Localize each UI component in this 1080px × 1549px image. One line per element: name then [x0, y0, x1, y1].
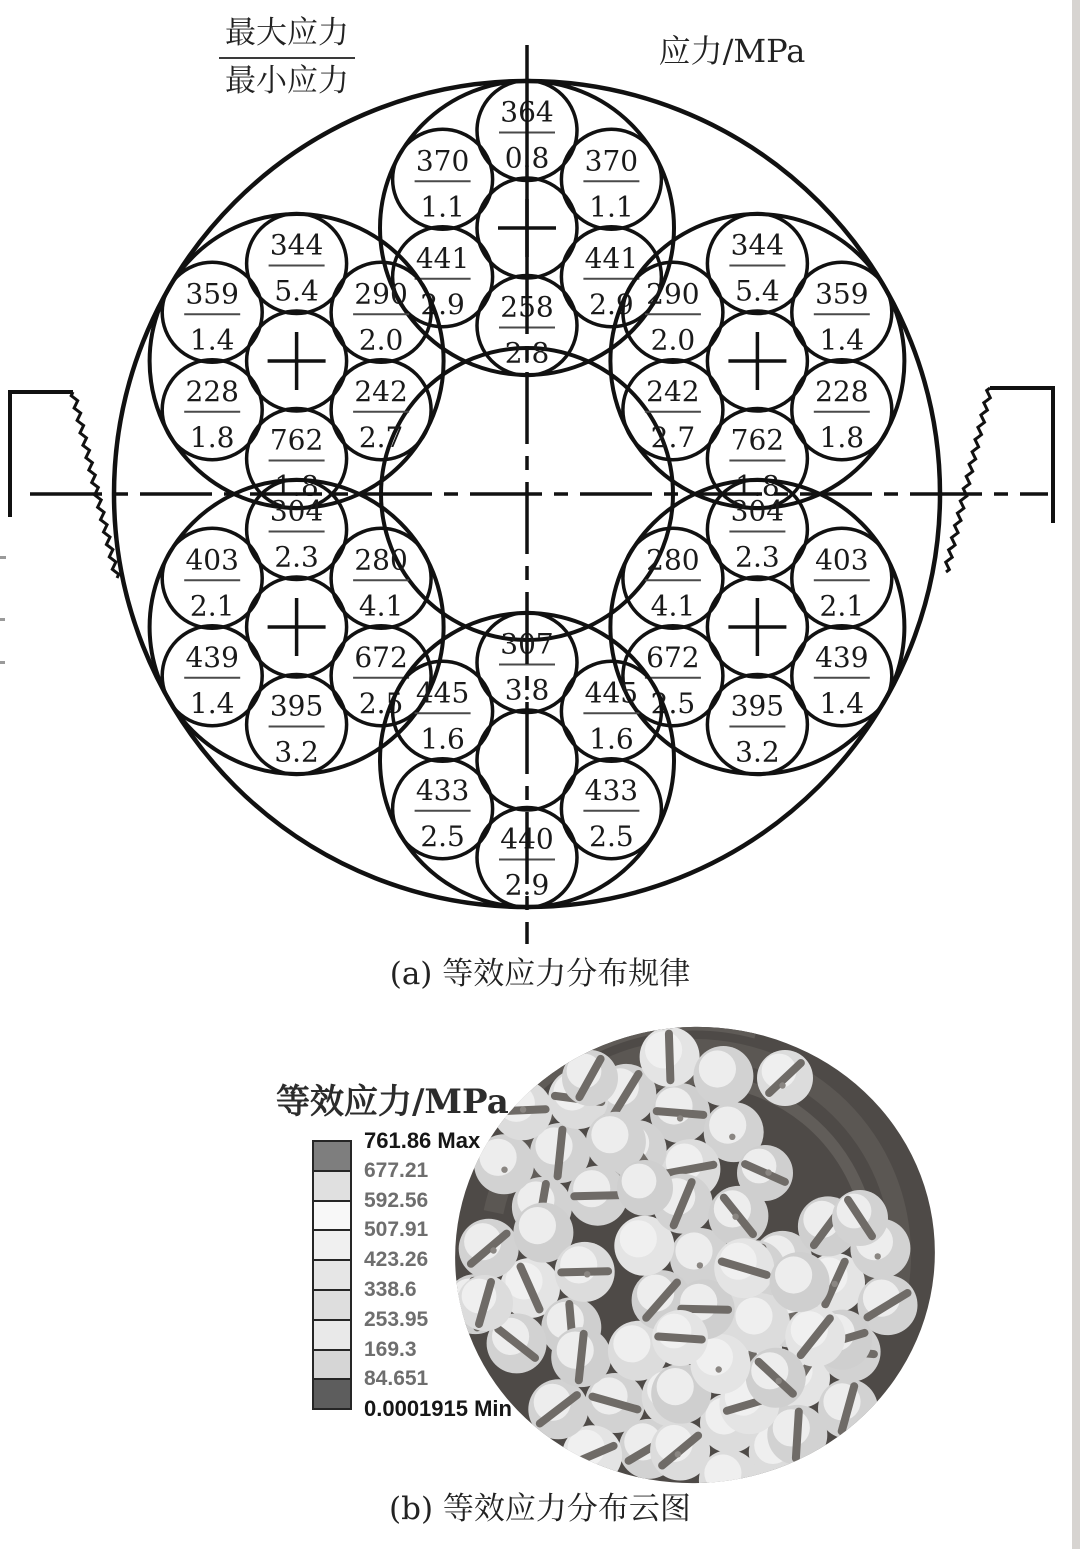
wire-min-stress: 2.3	[735, 540, 780, 574]
wire-min-stress: 2.7	[358, 420, 404, 454]
wire-max-stress: 370	[415, 144, 470, 178]
right-clamp-profile	[946, 388, 1053, 572]
wire-max-stress: 433	[584, 773, 639, 807]
wire-max-stress: 433	[415, 773, 470, 807]
wire-min-stress: 2.9	[504, 868, 550, 902]
wire-min-stress: 1.1	[589, 190, 634, 224]
strand-center-cross-icon	[268, 332, 326, 390]
wire-max-stress: 395	[730, 689, 785, 723]
wire-min-stress: 5.4	[735, 274, 780, 308]
wire-max-stress: 403	[185, 543, 239, 577]
colorbar-segment	[312, 1319, 352, 1351]
contour-legend-title: 等效应力/MPa	[276, 1082, 509, 1122]
colorbar-label: 253.95	[364, 1307, 429, 1331]
ratio-legend	[203, 16, 371, 99]
wire-max-stress: 242	[354, 374, 408, 408]
wire-min-stress: 1.6	[589, 722, 634, 756]
strand-lower-left	[150, 480, 444, 775]
page-edge-artifact	[0, 661, 5, 664]
wire-min-stress: 1.8	[274, 469, 319, 503]
wire-max-stress: 445	[584, 676, 639, 710]
wire-min-stress: 3.2	[735, 735, 780, 769]
wire-max-stress: 242	[646, 374, 700, 408]
wire-min-stress: 1.1	[420, 190, 465, 224]
wire-max-stress: 672	[646, 640, 700, 674]
colorbar-segment	[312, 1259, 352, 1291]
page-edge-artifact	[0, 556, 6, 559]
colorbar-label: 169.3	[364, 1337, 417, 1361]
strand-center-cross-icon	[728, 332, 786, 390]
wire-max-stress: 403	[815, 543, 869, 577]
wire-min-stress: 1.4	[819, 686, 865, 720]
wire-max-stress: 290	[646, 277, 700, 311]
wire-min-stress: 1.4	[189, 686, 235, 720]
wire	[247, 675, 347, 775]
wire-min-stress: 2.1	[189, 589, 235, 623]
ratio-numerator-label: 最大应力	[219, 16, 355, 59]
colorbar-segment	[312, 1200, 352, 1232]
wire-min-stress: 2.7	[650, 420, 696, 454]
wire-min-stress: 2.3	[274, 540, 319, 574]
wire-max-stress: 359	[185, 277, 239, 311]
wire-min-stress: 5.4	[274, 274, 319, 308]
caption-subfigure-a: (a) 等效应力分布规律	[389, 956, 691, 992]
wire-max-stress: 307	[500, 627, 554, 661]
wire-max-stress: 228	[185, 374, 239, 408]
wire-min-stress: 1.8	[189, 420, 235, 454]
colorbar-label: 338.6	[364, 1278, 417, 1301]
wire-min-stress: 2.5	[420, 819, 465, 853]
wire-max-stress: 441	[415, 241, 470, 275]
wire-max-stress: 439	[815, 640, 869, 674]
colorbar-label: 592.56	[364, 1188, 429, 1212]
strand-center-cross-icon	[728, 598, 786, 656]
wire-min-stress: 2.0	[650, 323, 696, 357]
wire-max-stress: 304	[730, 494, 785, 528]
wire-min-stress: 1.8	[735, 469, 780, 503]
colorbar-segment	[312, 1229, 352, 1261]
wire-min-stress: 1.4	[819, 323, 865, 357]
strand-upper-left	[150, 214, 444, 509]
wire-max-stress: 440	[500, 822, 554, 856]
wire-min-stress: 3.2	[274, 735, 319, 769]
wire-max-stress: 672	[354, 640, 408, 674]
wire-max-stress: 370	[584, 144, 639, 178]
wire-min-stress: 2.5	[650, 686, 696, 720]
colorbar-label: 761.86 Max	[364, 1128, 481, 1153]
wire-max-stress: 441	[584, 241, 639, 275]
wire-max-stress: 280	[354, 543, 408, 577]
wire-min-stress: 1.4	[189, 323, 235, 357]
wire-min-stress: 2.5	[358, 686, 404, 720]
wire-min-stress: 4.1	[650, 589, 696, 623]
colorbar-segment	[312, 1140, 352, 1172]
wire-min-stress: 0.8	[504, 141, 550, 175]
wire-max-stress: 344	[730, 228, 785, 262]
left-clamp-profile	[10, 392, 119, 578]
wire-min-stress: 2.1	[819, 589, 865, 623]
wire	[707, 675, 807, 775]
wire-max-stress: 762	[269, 423, 324, 457]
wire-min-stress: 3.8	[504, 673, 550, 707]
stress-contour-plot	[430, 1018, 960, 1498]
wire-min-stress: 2.9	[420, 287, 465, 321]
caption-subfigure-b: (b) 等效应力分布云图	[389, 1491, 691, 1527]
ratio-denominator-label: 最小应力	[225, 62, 349, 99]
wire-max-stress: 359	[815, 277, 869, 311]
strand-lower-right	[610, 480, 904, 775]
stress-unit-label: 应力/MPa	[658, 32, 806, 70]
wire-min-stress: 4.1	[358, 589, 404, 623]
colorbar-label: 84.651	[364, 1367, 429, 1391]
wire-max-stress: 290	[354, 277, 408, 311]
page-edge-artifact	[0, 618, 5, 621]
colorbar-label: 507.91	[364, 1218, 429, 1242]
colorbar-segment	[312, 1349, 352, 1381]
wire-max-stress: 304	[269, 494, 324, 528]
scan-edge-strip	[1072, 0, 1080, 1549]
strand-center-cross-icon	[268, 598, 326, 656]
wire-max-stress: 280	[646, 543, 700, 577]
colorbar-segment	[312, 1378, 352, 1410]
wire-min-stress: 1.8	[819, 420, 865, 454]
wire-min-stress: 2.9	[589, 287, 634, 321]
wire-max-stress: 762	[730, 423, 785, 457]
colorbar-segment	[312, 1289, 352, 1321]
colorbar-segment	[312, 1170, 352, 1202]
wire-min-stress: 1.6	[420, 722, 465, 756]
wire-min-stress: 2.8	[504, 336, 550, 370]
wire-max-stress: 364	[500, 95, 554, 129]
strand-upper-right	[610, 214, 904, 509]
wire-max-stress: 439	[185, 640, 239, 674]
wire-max-stress: 445	[415, 676, 470, 710]
colorbar-label: 0.0001915 Min	[364, 1396, 512, 1422]
wire-max-stress: 344	[269, 228, 324, 262]
wire-max-stress: 258	[500, 290, 554, 324]
colorbar-label: 677.21	[364, 1158, 429, 1182]
wire-min-stress: 2.0	[358, 323, 404, 357]
wire-min-stress: 2.5	[589, 819, 634, 853]
colorbar-label: 423.26	[364, 1248, 429, 1272]
wire-max-stress: 228	[815, 374, 869, 408]
wire-max-stress: 395	[269, 689, 324, 723]
